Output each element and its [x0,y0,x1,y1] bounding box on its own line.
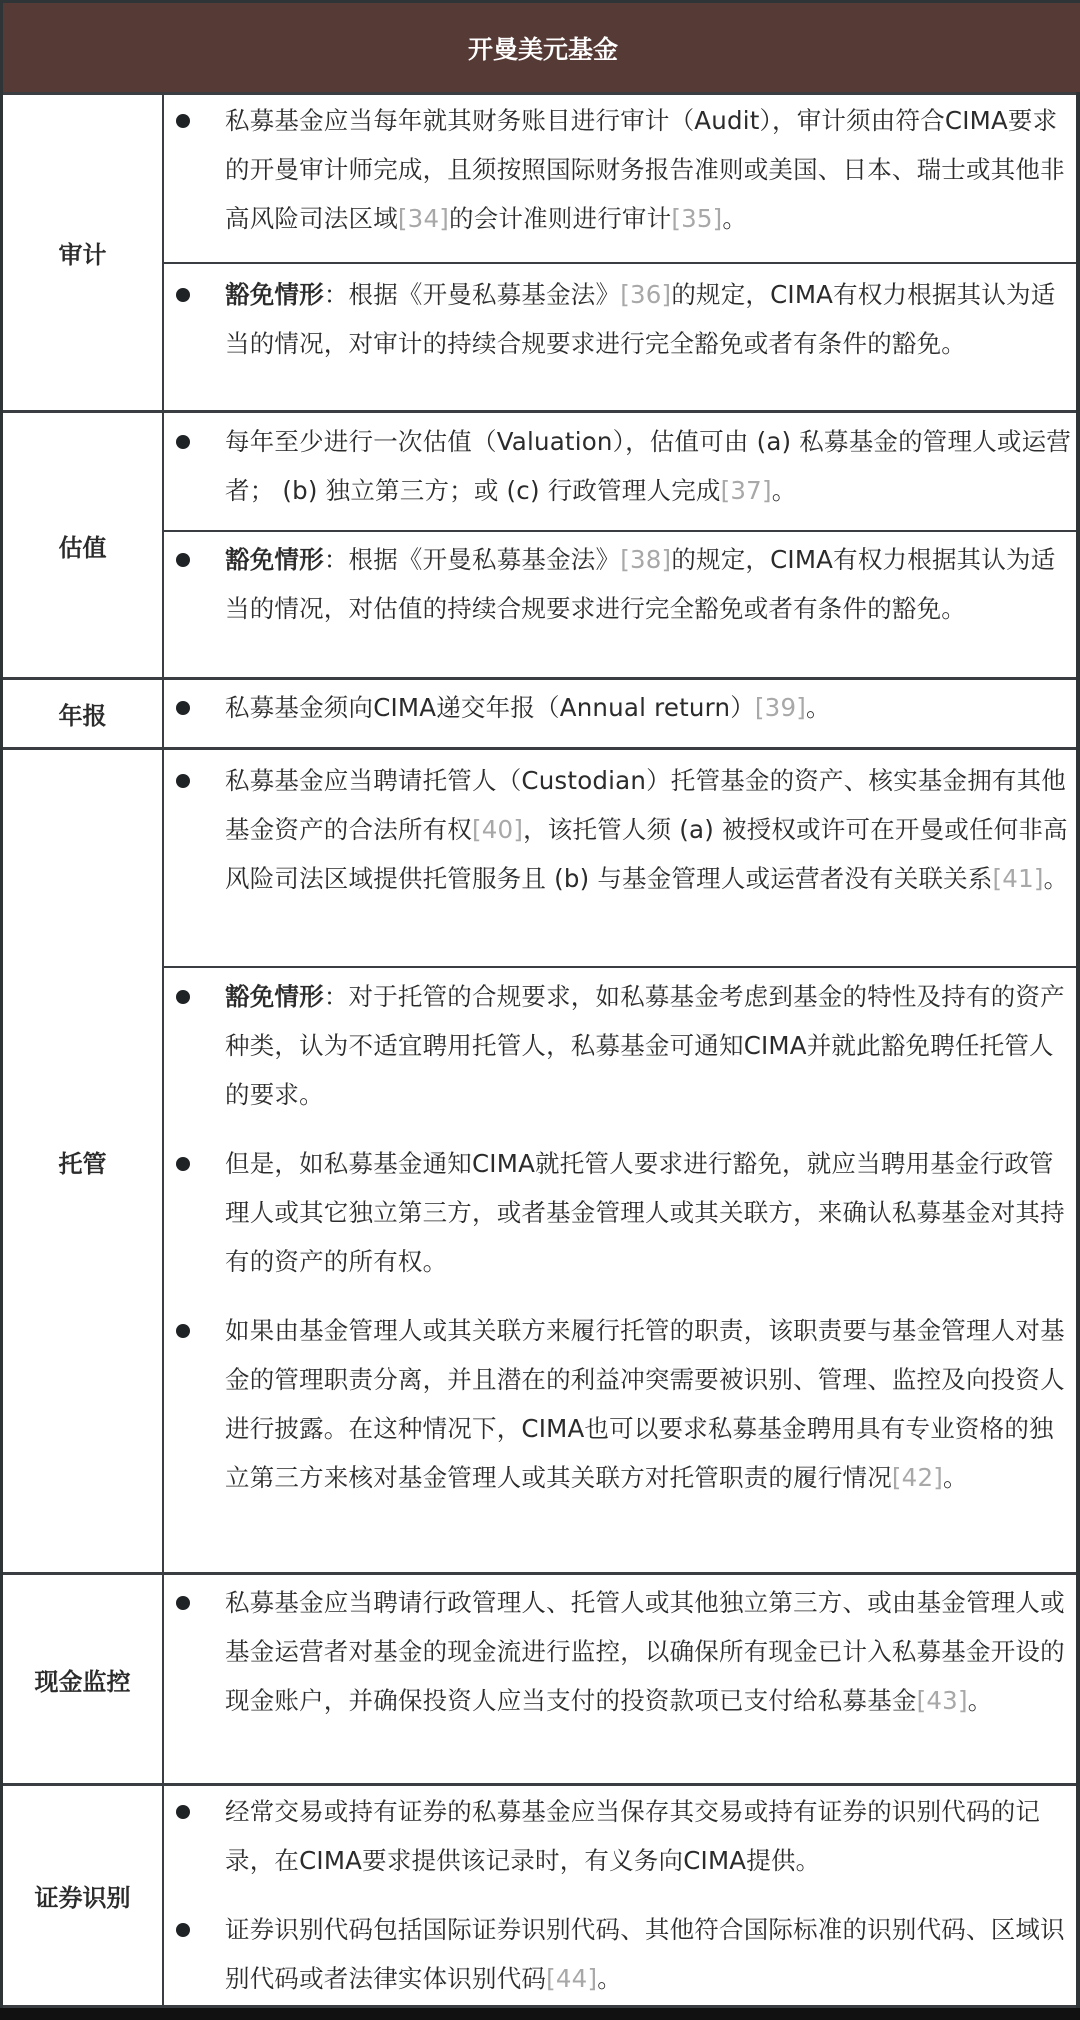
section-row [164,680,1079,747]
list-item: 豁免情形：根据《开曼私募基金法》[38]的规定，CIMA有权力根据其认为适当的情况，对估值的持续合规要求进行完全豁免或者有条件的豁免。 [164,535,1079,633]
section-label: 证券识别 [3,1786,164,2005]
footnote-ref[interactable]: [38] [620,545,672,574]
bullet-icon [176,701,190,715]
section-label: 审计 [3,95,164,410]
list-item: 每年至少进行一次估值（Valuation），估值可由 (a) 私募基金的管理人或运营者； (b) 独立第三方；或 (c) 行政管理人完成[37]。 [164,417,1079,515]
list-item: 私募基金应当每年就其财务账目进行审计（Audit），审计须由符合CIMA要求的开曼审计师完成，且须按照国际财务报告准则或美国、日本、瑞士或其他非高风险司法区域[34]的会计准则进行审计[35]。 [164,96,1079,243]
footnote-ref[interactable]: [42] [891,1463,943,1492]
table-title: 开曼美元基金 [467,34,618,64]
item-lead: 豁免情形 [225,545,324,574]
footnote-ref[interactable]: [39] [754,693,806,722]
list-item: 证券识别代码包括国际证券识别代码、其他符合国际标准的识别代码、区域识别代码或者法律实体识别代码[44]。 [164,1905,1079,2003]
bullet-icon [176,1923,190,1937]
item-lead: 豁免情形 [225,982,324,1011]
bullet-icon [176,1805,190,1819]
section-row [164,530,1079,677]
footnote-ref[interactable]: [36] [620,280,672,309]
bullet-icon [176,1596,190,1610]
footnote-ref[interactable]: [41] [992,864,1044,893]
footnote-ref[interactable]: [37] [720,476,772,505]
list-item: 私募基金应当聘请行政管理人、托管人或其他独立第三方、或由基金管理人或基金运营者对基金的现金流进行监控，以确保所有现金已计入私募基金开设的现金账户，并确保投资人应当支付的投资款项已支付给私募基金[43]。 [164,1578,1079,1725]
section-securities-identification [3,1783,1080,2008]
bottom-edge [0,2008,1080,2020]
section-row [164,750,1079,966]
section-row [164,966,1079,1572]
section-label: 现金监控 [3,1575,164,1783]
section-row [164,413,1079,530]
list-item: 豁免情形：对于托管的合规要求，如私募基金考虑到基金的特性及持有的资产种类，认为不适宜聘用托管人，私募基金可通知CIMA并就此豁免聘任托管人的要求。 [164,972,1079,1119]
table-header [3,0,1080,92]
footnote-ref[interactable]: [40] [472,815,524,844]
section-custody [3,747,1080,1572]
list-item: 豁免情形：根据《开曼私募基金法》[36]的规定，CIMA有权力根据其认为适当的情况，对审计的持续合规要求进行完全豁免或者有条件的豁免。 [164,270,1079,368]
bullet-icon [176,553,190,567]
section-cash-monitoring [3,1572,1080,1783]
list-item: 私募基金应当聘请托管人（Custodian）托管基金的资产、核实基金拥有其他基金资产的合法所有权[40]，该托管人须 (a) 被授权或许可在开曼或任何非高风险司法区域提供托管服务且 (b) 与基金管理人或运营者没有关联关系[41]。 [164,756,1079,903]
list-item: 经常交易或持有证券的私募基金应当保存其交易或持有证券的识别代码的记录，在CIMA要求提供该记录时，有义务向CIMA提供。 [164,1787,1079,1885]
list-item: 但是，如私募基金通知CIMA就托管人要求进行豁免，就应当聘用基金行政管理人或其它独立第三方，或者基金管理人或其关联方，来确认私募基金对其持有的资产的所有权。 [164,1139,1079,1286]
list-item: 私募基金须向CIMA递交年报（Annual return）[39]。 [164,683,1079,732]
bullet-icon [176,990,190,1004]
footnote-ref[interactable]: [35] [671,204,723,233]
section-row [164,1575,1079,1783]
section-label: 估值 [3,413,164,677]
footnote-ref[interactable]: [44] [546,1964,598,1993]
table-right-border [1076,92,1080,2008]
bullet-icon [176,1324,190,1338]
section-label: 年报 [3,680,164,747]
bullet-icon [176,435,190,449]
section-row [164,1786,1079,2005]
bullet-icon [176,288,190,302]
section-audit [3,92,1080,410]
footnote-ref[interactable]: [34] [397,204,449,233]
item-lead: 豁免情形 [225,280,324,309]
bullet-icon [176,1157,190,1171]
section-valuation [3,410,1080,677]
section-row [164,262,1079,410]
list-item: 如果由基金管理人或其关联方来履行托管的职责，该职责要与基金管理人对基金的管理职责分离，并且潜在的利益冲突需要被识别、管理、监控及向投资人进行披露。在这种情况下，CIMA也可以要求私募基金聘用具有专业资格的独立第三方来核对基金管理人或其关联方对托管职责的履行情况[42]。 [164,1306,1079,1502]
footnote-ref[interactable]: [43] [916,1686,968,1715]
bullet-icon [176,774,190,788]
section-label: 托管 [3,750,164,1572]
section-row [164,95,1079,262]
section-annual-return [3,677,1080,747]
bullet-icon [176,114,190,128]
